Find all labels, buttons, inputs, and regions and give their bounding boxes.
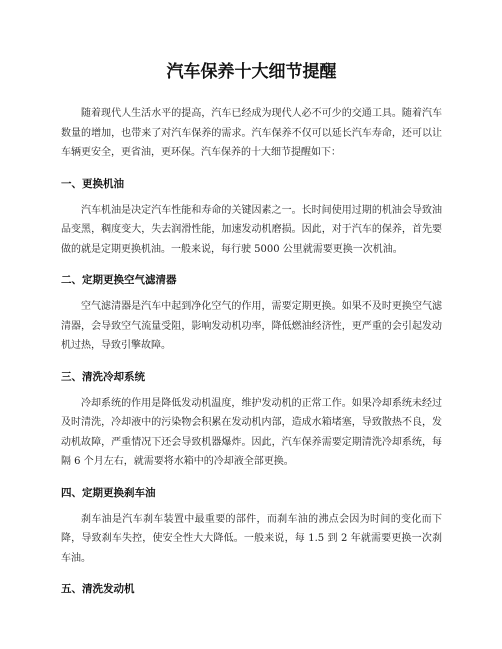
- section-4: [61, 486, 442, 569]
- section-body: 刹车油是汽车刹车装置中最重要的部件，而刹车油的沸点会因为时间的变化而下降，导致刹车失控，使安全性大大降低。一般来说，每 1.5 到 2 年就需要更换一次刹车油。: [61, 513, 442, 564]
- section-1: [61, 177, 442, 260]
- section-body: 空气滤清器是汽车中起到净化空气的作用，需要定期更换。如果不及时更换空气滤清器，会导致空气流量受阻，影响发动机功率，降低燃油经济性，更严重的会引起发动机过热，导致引擎故障。: [61, 301, 442, 351]
- section-body: 冷却系统的作用是降低发动机温度，维护发动机的正常工作。如果冷却系统未经过及时清洗，冷却液中的污染物会积累在发动机内部，造成水箱堵塞，导致散热不良，发动机故障，严重情况下还会导致机器爆炸。因此，汽车保养需要定期清洗冷却系统，每隔 6 个月左右，就需要将水箱中的冷却液全部更换。: [61, 397, 442, 467]
- section-heading: 三、清洗冷却系统: [61, 370, 145, 383]
- section-2: [61, 273, 442, 356]
- section-5: [61, 582, 442, 596]
- section-heading: 二、定期更换空气滤清器: [61, 274, 177, 286]
- section-heading: 四、定期更换刹车油: [61, 486, 156, 499]
- section-heading: 五、清洗发动机: [61, 583, 135, 595]
- section-body: 汽车机油是决定汽车性能和寿命的关键因素之一。长时间使用过期的机油会导致油品变黑，稠度变大，失去润滑性能，加速发动机磨损。因此，对于汽车的保养，首先要做的就是定期更换机油。一般来说，每行驶 5000 公里就需要更换一次机油。: [61, 204, 442, 255]
- section-3: [61, 370, 442, 472]
- intro-paragraph: 随着现代人生活水平的提高，汽车已经成为现代人必不可少的交通工具。随着汽车数量的增加，也带来了对汽车保养的需求。汽车保养不仅可以延长汽车寿命，还可以让车辆更安全，更省油，更环保。汽车保养的十大细节提醒如下：: [61, 108, 442, 158]
- section-heading: 一、更换机油: [61, 177, 124, 190]
- document-title: 汽车保养十大细节提醒: [166, 62, 337, 82]
